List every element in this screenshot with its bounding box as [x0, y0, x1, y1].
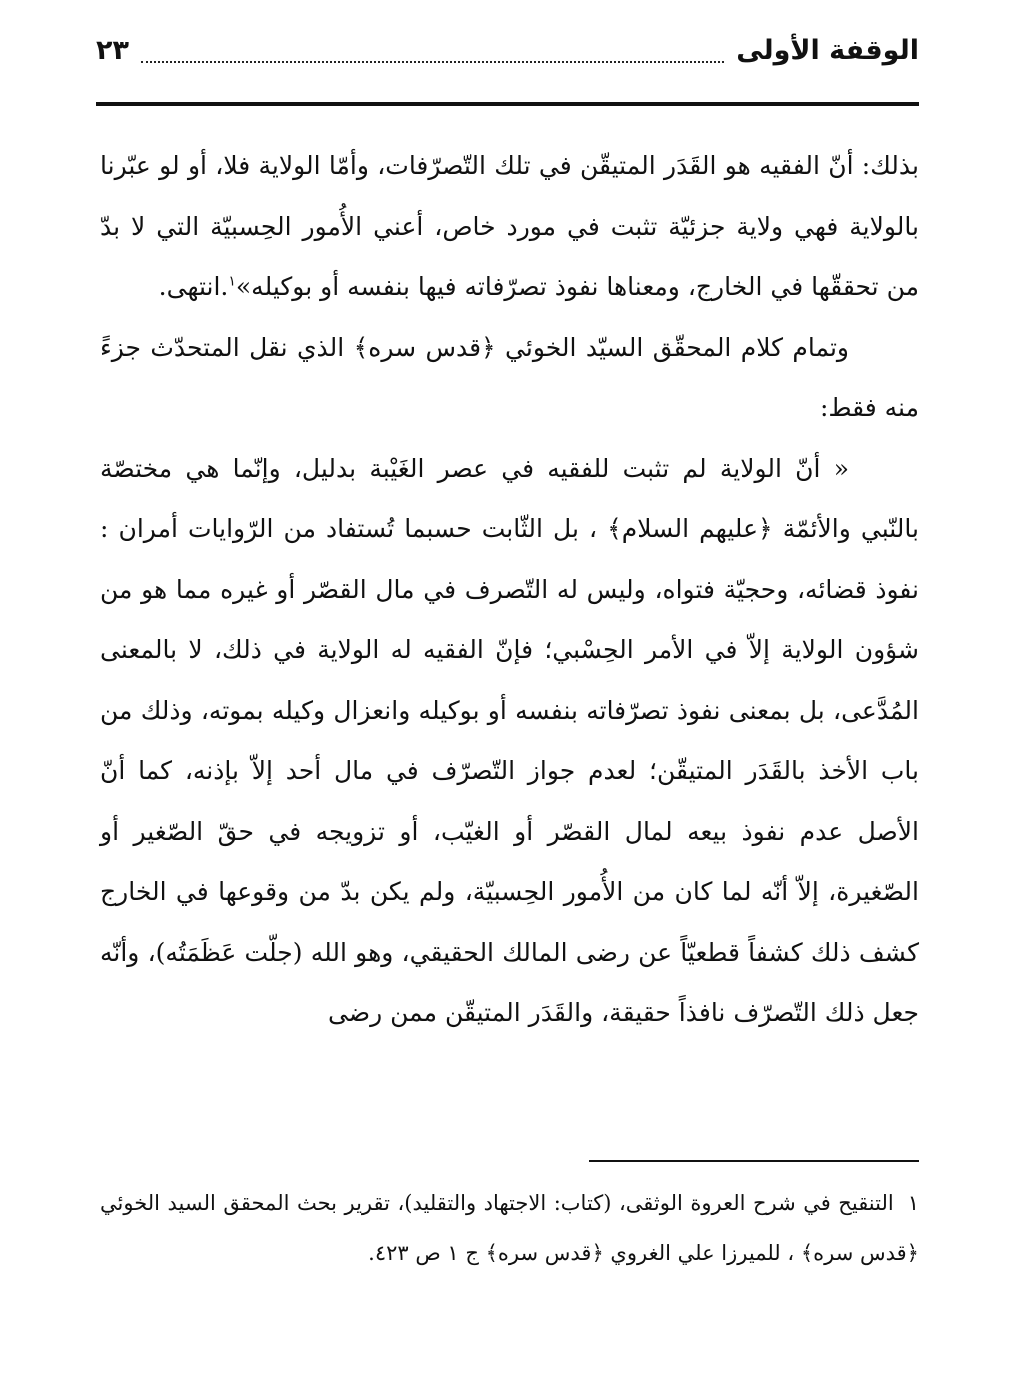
- paragraph-1-text: بذلك: أنّ الفقيه هو القَدَر المتيقّن في تلك التّصرّفات، وأمّا الولاية فلا، أو لو عبّرنا بالولاية فهي ولاية جزئيّة تثبت في مورد خاص، أعني الأُمور الحِسبيّة التي لا بدّ من تحققّها في الخارج، ومعناها نفوذ تصرّفاته فيها بنفسه أو بوكيله»: [100, 151, 919, 301]
- main-text: [100, 136, 919, 1044]
- paragraph-3: « أنّ الولاية لم تثبت للفقيه في عصر الغَيْبة بدليل، وإنّما هي مختصّة بالنّبي والأئمّة ﴿عليهم السلام﴾ ، بل الثّابت حسبما تُستفاد من الرّوايات أمران : نفوذ قضائه، وحجيّة فتواه، وليس له التّصرف في مال القصّر أو غيره مما هو من شؤون الولاية إلاّ في الأمر الحِسْبي؛ فإنّ الفقيه له الولاية في ذلك، لا بالمعنى المُدَّعى، بل بمعنى نفوذ تصرّفاته بنفسه أو بوكيله وانعزال وكيله بموته، وذلك من باب الأخذ بالقَدَر المتيقّن؛ لعدم جواز التّصرّف في مال أحد إلاّ بإذنه، كما أنّ الأصل عدم نفوذ بيعه لمال القصّر أو الغيّب، أو تزويجه في حقّ الصّغير أو الصّغيرة، إلاّ أنّه لما كان من الأُمور الحِسبيّة، ولم يكن بدّ من وقوعها في الخارج كشف ذلك كشفاً قطعيّاً عن رضى المالك الحقيقي، وهو الله (جلّت عَظَمَتُه)، وأنّه جعل ذلك التّصرّف نافذاً حقيقة، والقَدَر المتيقّن ممن رضى: [100, 453, 919, 1027]
- footnote-number: ١: [907, 1191, 919, 1215]
- page-number: ٢٣: [96, 34, 129, 66]
- footnote-rule: [589, 1160, 919, 1162]
- footnote-entry: [100, 1178, 919, 1278]
- running-header: [96, 30, 919, 70]
- footnote-text: التنقيح في شرح العروة الوثقى، (كتاب: الاجتهاد والتقليد)، تقرير بحث المحقق السيد الخوئي ﴿قدس سره﴾ ، للميرزا علي الغروي ﴿قدس سره﴾ ج ١ ص ٤٢٣.: [100, 1191, 919, 1265]
- footnote-reference[interactable]: ١: [228, 273, 236, 290]
- chapter-title: الوقفة الأولى: [736, 34, 919, 66]
- paragraph-1: [100, 136, 919, 318]
- paragraph-1-end: .انتهى.: [158, 272, 229, 301]
- dot-leader: [141, 37, 724, 63]
- paragraph-2: وتمام كلام المحقّق السيّد الخوئي ﴿قدس سره﴾ الذي نقل المتحدّث جزءً منه فقط:: [100, 332, 919, 422]
- header-rule: [96, 102, 919, 106]
- footnote: [100, 1178, 919, 1278]
